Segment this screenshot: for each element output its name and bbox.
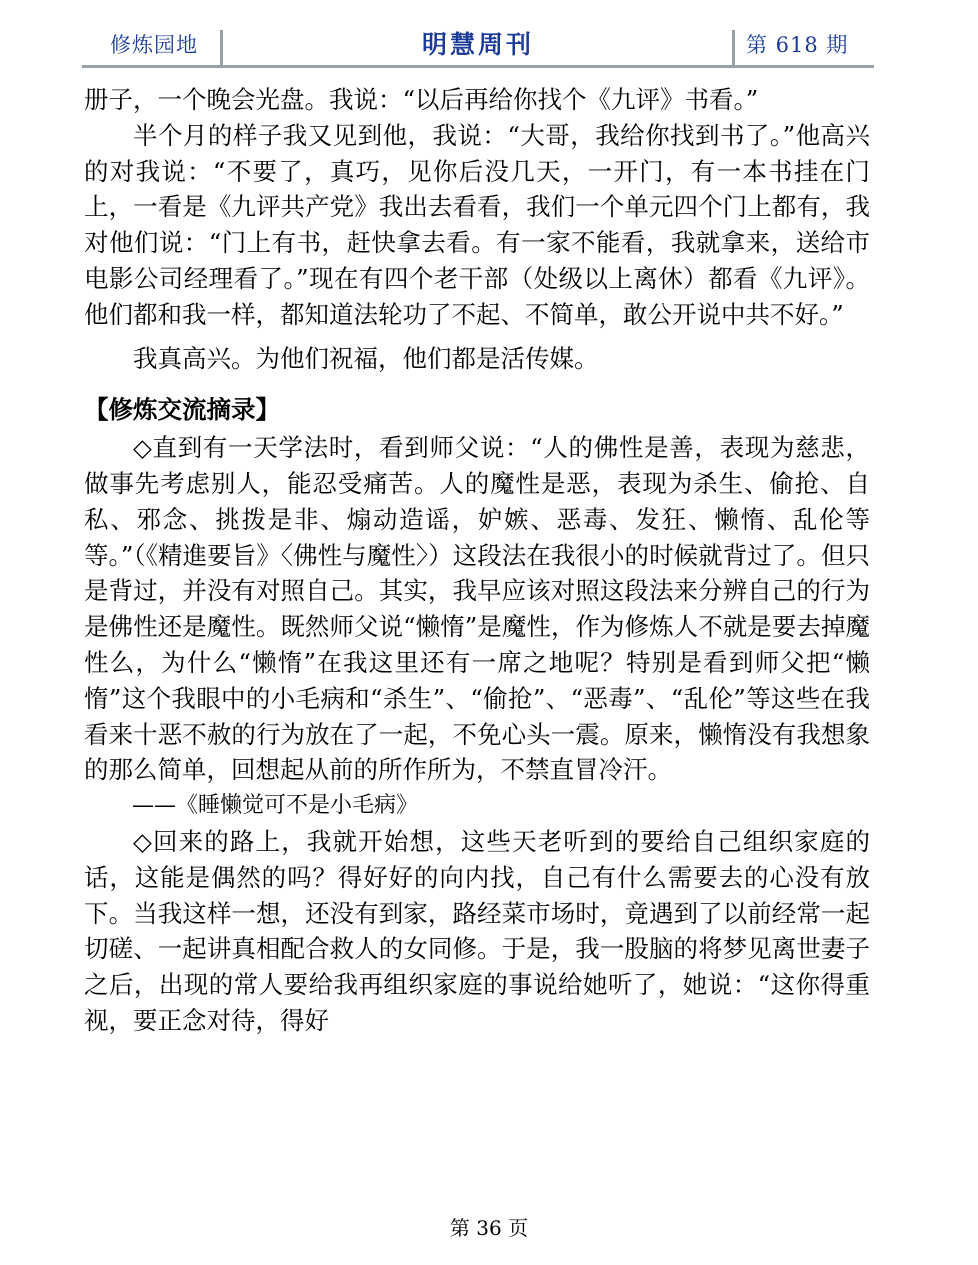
excerpt-paragraph: ◇回来的路上，我就开始想，这些天老听到的要给自己组织家庭的话，这能是偶然的吗？得好好的向内找，自己有什么需要去的心没有放下。当我这样一想，还没有到家，路经菜市场时，竟遇到了以前经常一起切磋、一起讲真相配合救人的女同修。于是，我一股脑的将梦见离世妻子之后，出现的常人要给我再组织家庭的事说给她听了，她说：“这你得重视，要正念对待，得好 <box>84 826 870 1035</box>
section-name: 修炼园地 <box>110 33 198 57</box>
page-header <box>82 24 874 68</box>
section-heading: 【修炼交流摘录】 <box>84 395 280 425</box>
header-rule <box>82 65 874 68</box>
excerpt-source: ——《睡懒觉可不是小毛病》 <box>132 793 419 819</box>
publication-title: 明慧周刊 <box>421 30 534 59</box>
issue-number: 第 618 期 <box>746 33 849 57</box>
page-number: 第 36 页 <box>449 1216 529 1240</box>
header-divider-right <box>732 30 735 66</box>
excerpt-paragraph: ◇直到有一天学法时，看到师父说：“人的佛性是善，表现为慈悲，做事先考虑别人，能忍受痛苦。人的魔性是恶，表现为杀生、偷抢、自私、邪念、挑拨是非、煽动造谣，妒嫉、恶毒、发狂、懒惰、乱伦等等。”（《精進要旨》〈佛性与魔性〉）这段法在我很小的时候就背过了。但只是背过，并没有对照自己。其实，我早应该对照这段法来分辨自己的行为是佛性还是魔性。既然师父说“懒惰”是魔性，作为修炼人不就是要去掉魔性么，为什么“懒惰”在我这里还有一席之地呢？特别是看到师父把“懒惰”这个我眼中的小毛病和“杀生”、“偷抢”、“恶毒”、“乱伦”等这些在我看来十恶不赦的行为放在了一起，不免心头一震。原来，懒惰没有我想象的那么简单，回想起从前的所作所为，不禁直冒冷汗。 <box>84 433 870 785</box>
article-paragraph: 半个月的样子我又见到他，我说：“大哥，我给你找到书了。”他高兴的对我说：“不要了，真巧，见你后没几天，一开门，有一本书挂在门上，一看是《九评共产党》我出去看看，我们一个单元四个门上都有，我对他们说：“门上有书，赶快拿去看。有一家不能看，我就拿来，送给市电影公司经理看了。”现在有四个老干部（处级以上离休）都看《九评》。他们都和我一样，都知道法轮功了不起、不简单，敢公开说中共不好。” <box>84 120 870 329</box>
article-paragraph: 册子，一个晚会光盘。我说：“以后再给你找个《九评》书看。” <box>84 85 759 114</box>
article-paragraph: 我真高兴。为他们祝福，他们都是活传媒。 <box>133 343 599 373</box>
page-body <box>84 82 870 1039</box>
